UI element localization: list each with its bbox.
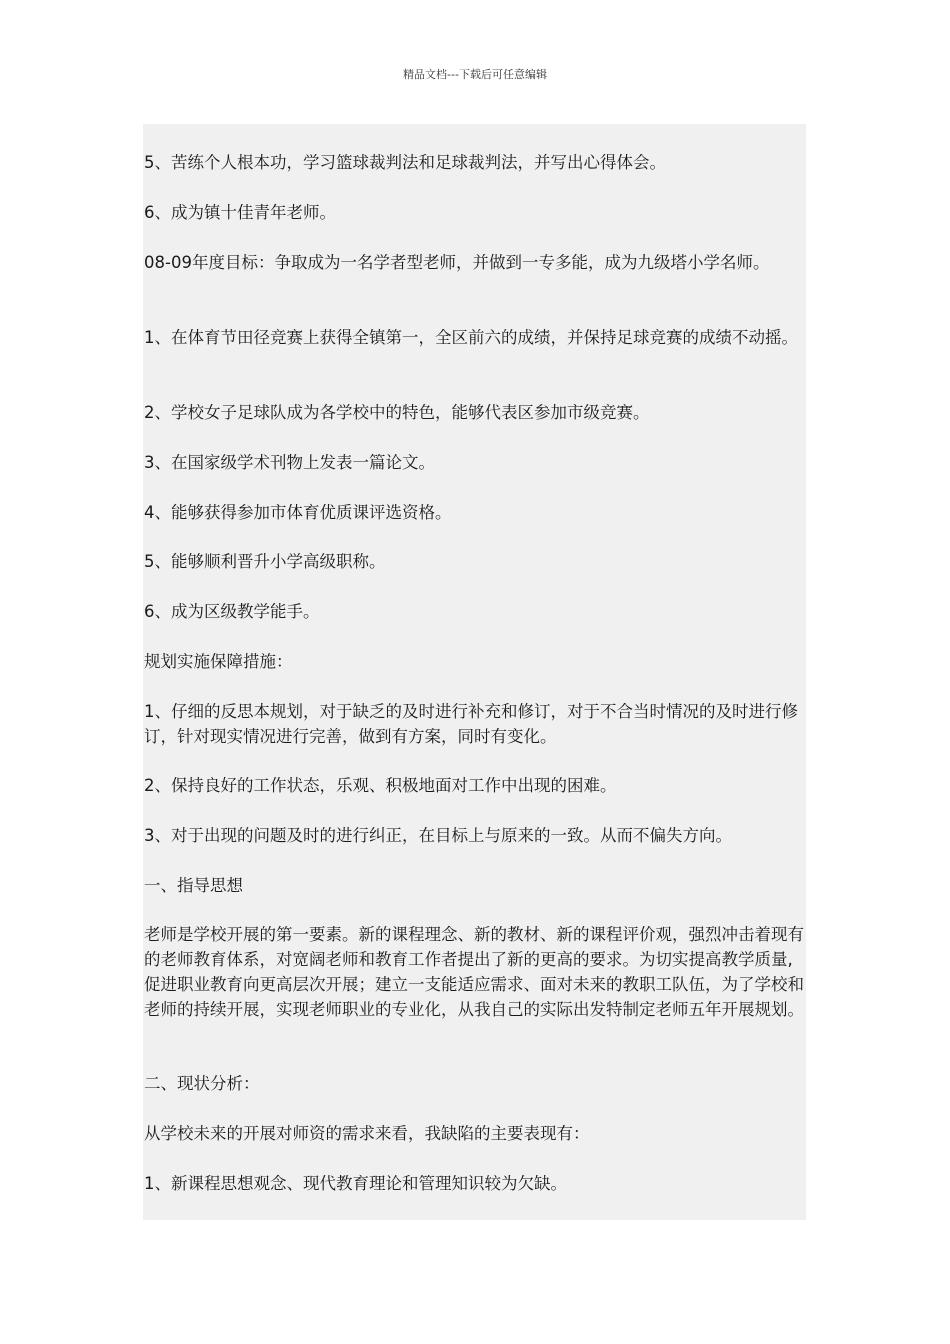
- paragraph-6: 3、在国家级学术刊物上发表一篇论文。: [144, 453, 435, 472]
- paragraph-8: 5、能够顺利晋升小学高级职称。: [144, 552, 386, 571]
- paragraph-15: 老师是学校开展的第一要素。新的课程理念、新的教材、新的课程评价观，强烈冲击着现有的老师教育体系，对宽阔老师和教育工作者提出了新的更高的要求。为切实提高教学质量,促进职业教育向更高层次开展；建立一支能适应需求、面对未来的教职工队伍，为了学校和老师的持续开展，实现老师职业的专业化，从我自己的实际出发特制定老师五年开展规划。: [144, 925, 804, 1019]
- paragraph-5: 2、学校女子足球队成为各学校中的特色，能够代表区参加市级竞赛。: [144, 403, 650, 422]
- paragraph-1: 5、苦练个人根本功，学习篮球裁判法和足球裁判法，并写出心得体会。: [144, 153, 666, 172]
- paragraph-4: 1、在体育节田径竞赛上获得全镇第一，全区前六的成绩，并保持足球竞赛的成绩不动摇。: [144, 328, 798, 347]
- paragraph-11: 1、仔细的反思本规划，对于缺乏的及时进行补充和修订，对于不合当时情况的及时进行修订，针对现实情况进行完善，做到有方案，同时有变化。: [144, 702, 798, 746]
- paragraph-13: 3、对于出现的问题及时的进行纠正，在目标上与原来的一致。从而不偏失方向。: [144, 826, 732, 845]
- paragraph-7: 4、能够获得参加市体育优质课评选资格。: [144, 503, 452, 522]
- paragraph-17: 从学校未来的开展对师资的需求来看，我缺陷的主要表现有：: [144, 1124, 590, 1143]
- page-header: 精品文档---下载后可任意编辑: [403, 68, 547, 81]
- paragraph-2: 6、成为镇十佳青年老师。: [144, 203, 336, 222]
- paragraph-10: 规划实施保障措施：: [144, 652, 293, 671]
- paragraph-18: 1、新课程思想观念、现代教育理论和管理知识较为欠缺。: [144, 1174, 567, 1193]
- paragraph-14: 一、指导思想: [144, 876, 243, 895]
- paragraph-12: 2、保持良好的工作状态，乐观、积极地面对工作中出现的困难。: [144, 776, 617, 795]
- paragraph-16: 二、现状分析：: [144, 1074, 260, 1093]
- paragraph-3: 08-09年度目标：争取成为一名学者型老师，并做到一专多能，成为九级塔小学名师。: [144, 253, 770, 272]
- paragraph-9: 6、成为区级教学能手。: [144, 602, 320, 621]
